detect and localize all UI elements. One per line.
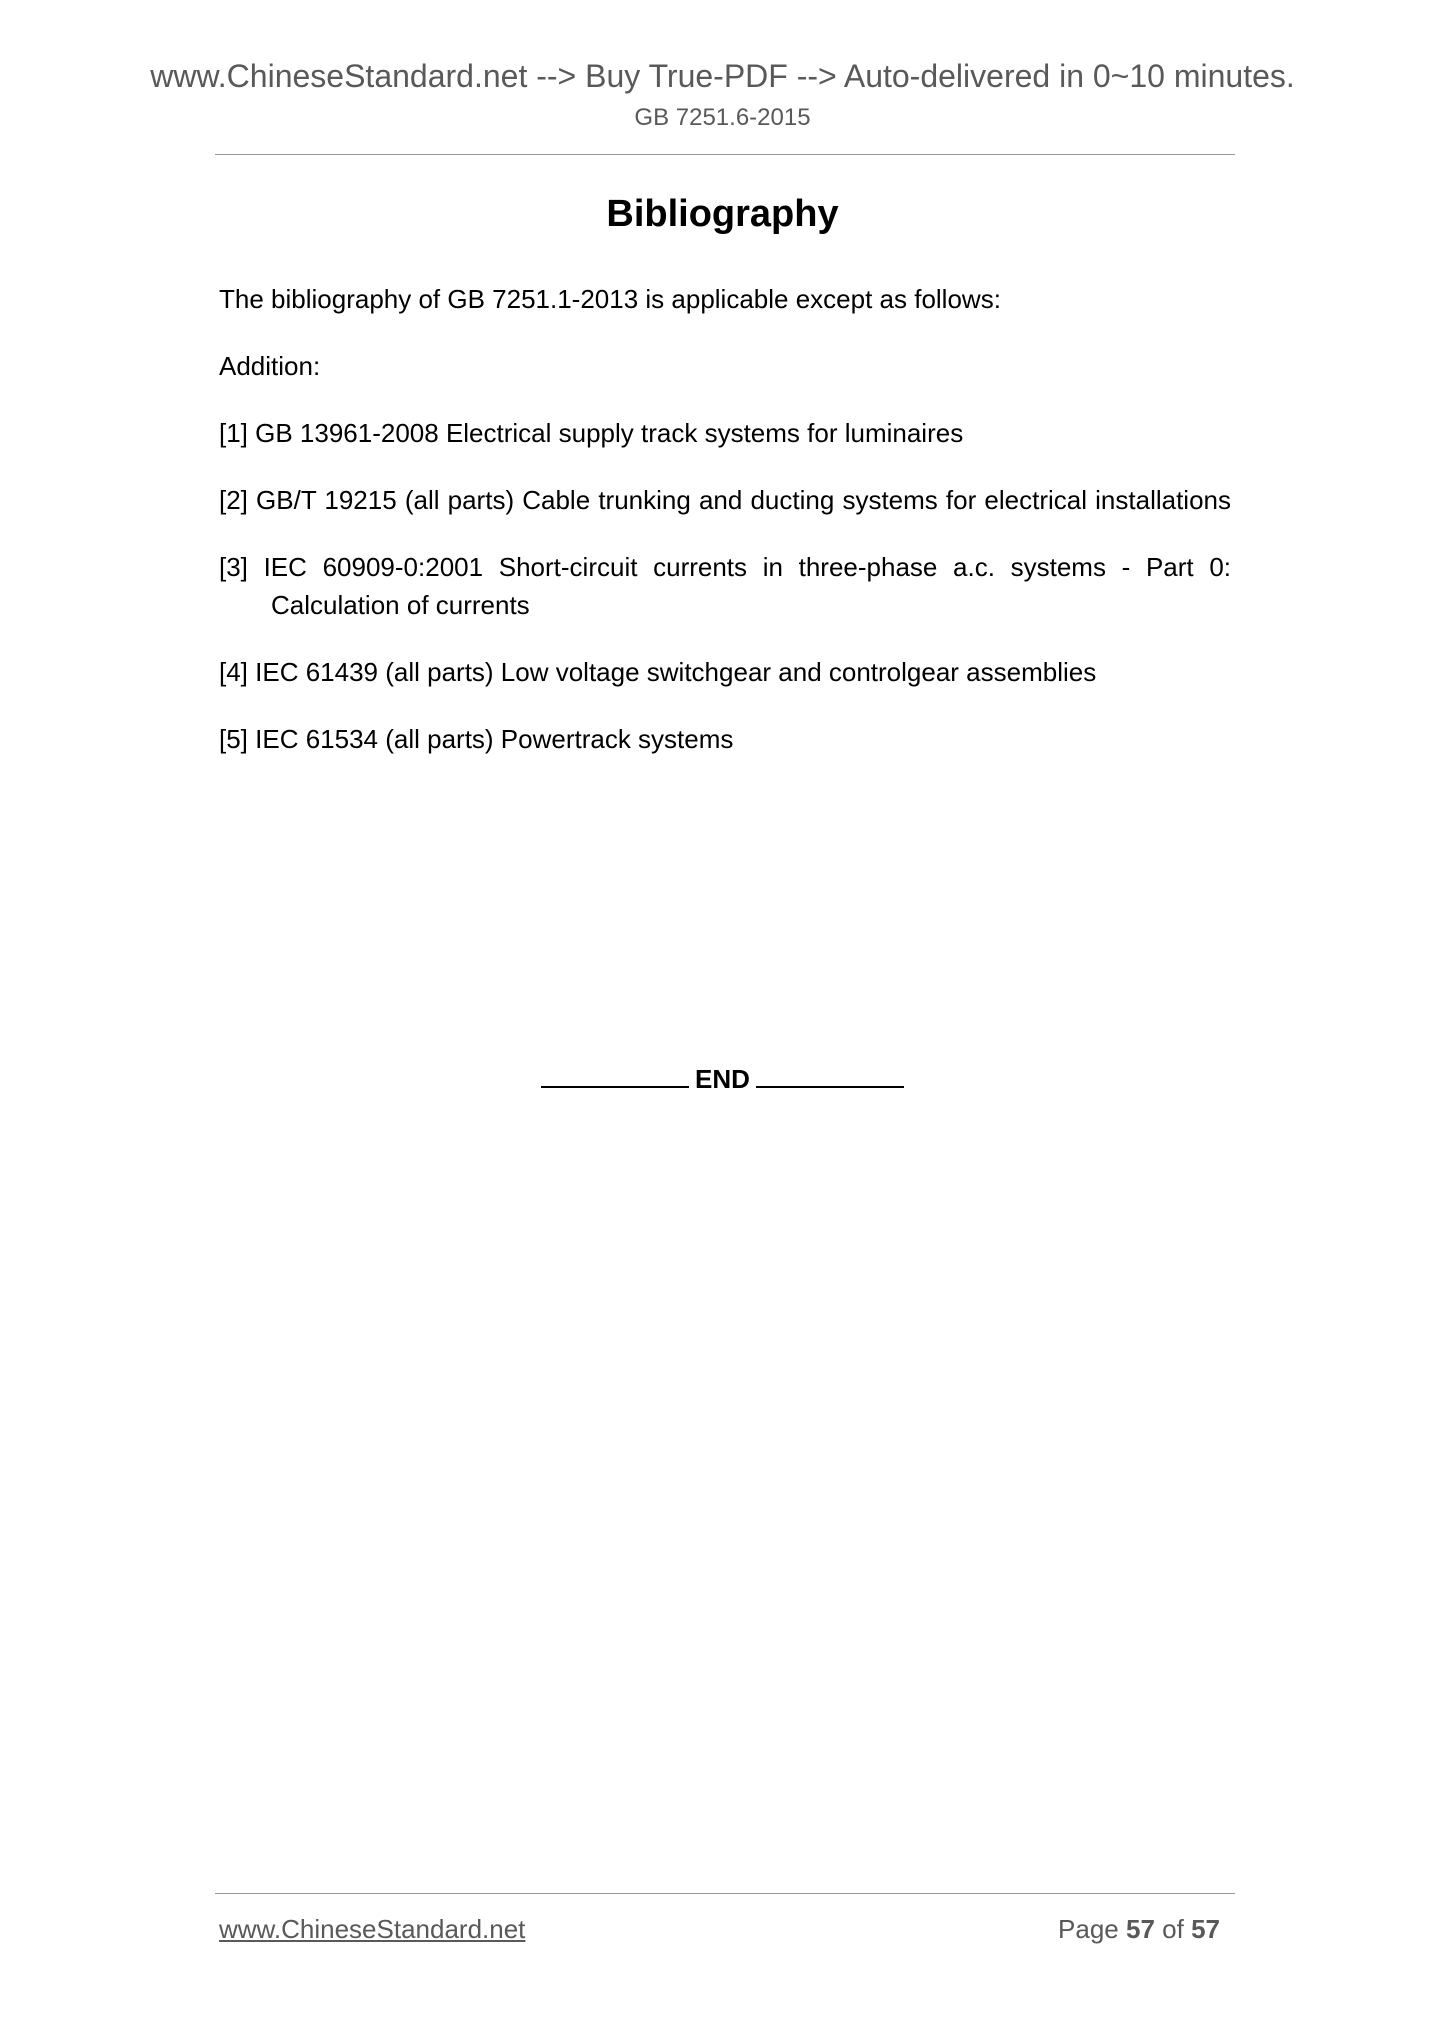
- document-code: GB 7251.6-2015: [634, 104, 811, 131]
- end-rule-right: [756, 1060, 904, 1088]
- end-text: END: [695, 1064, 750, 1094]
- top-banner: www.ChineseStandard.net --> Buy True-PDF --> Auto-delivered in 0~10 minutes.: [150, 58, 1295, 94]
- reference-item-5: [5] IEC 61534 (all parts) Powertrack systems: [219, 724, 734, 754]
- addition-label: Addition:: [219, 351, 321, 381]
- end-rule-left: [541, 1060, 689, 1088]
- reference-item-4: [4] IEC 61439 (all parts) Low voltage switchgear and controlgear assemblies: [219, 657, 1097, 687]
- page-current: 57: [1126, 1914, 1155, 1944]
- reference-item-2: [2] GB/T 19215 (all parts) Cable trunking and ducting systems for electrical installations: [219, 485, 1231, 515]
- page-prefix: Page: [1058, 1914, 1119, 1944]
- reference-item-3: [3] IEC 60909-0:2001 Short-circuit currents in three-phase a.c. systems - Part 0:: [219, 552, 1231, 582]
- page-title: Bibliography: [606, 193, 839, 235]
- footer-site-link[interactable]: www.ChineseStandard.net: [219, 1914, 526, 1944]
- reference-item-3-continuation: Calculation of currents: [271, 590, 530, 620]
- intro-paragraph: The bibliography of GB 7251.1-2013 is applicable except as follows:: [219, 284, 1001, 314]
- footer-divider: [215, 1893, 1235, 1894]
- page-number: [1050, 1912, 1220, 1946]
- end-marker: [0, 1060, 1445, 1097]
- reference-item-1: [1] GB 13961-2008 Electrical supply track systems for luminaires: [219, 418, 964, 448]
- page-total: 57: [1191, 1914, 1220, 1944]
- header-divider: [215, 154, 1235, 155]
- page-of: of: [1162, 1914, 1184, 1944]
